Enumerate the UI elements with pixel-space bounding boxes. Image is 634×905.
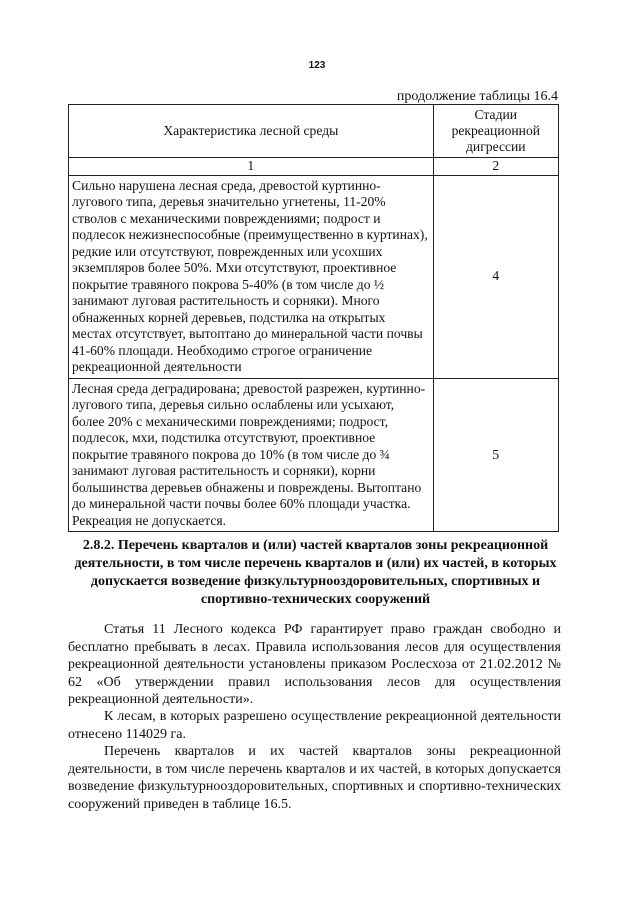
table-continuation-label: продолжение таблицы 16.4 — [396, 89, 558, 104]
table-row — [69, 378, 559, 532]
row-description: Лесная среда деградирована; древостой разрежен, куртинно-лугового типа, деревья сильно ослаблены или усыхают, более 20% с механическими повреждениями; подрост, подлесок, мхи, подстилка отсутствуют, проективное покрытие травяного покрова до 10% (в том числе до ¾ занимают луговая растительность и сорняки), корни большинства деревьев обнажены и повреждены. Вытоптано до минеральной части почвы более 60% площади участка. Рекреация не допускается. — [69, 378, 434, 532]
column-number-row — [69, 158, 559, 176]
table-row — [69, 175, 559, 378]
row-description: Сильно нарушена лесная среда, древостой куртинно-лугового типа, деревья значительно угнетены, 11-20% стволов с механическими повреждениями; подрост и подлесок нежизнеспособные (преимущественно в куртинах), редкие или отсутствуют, поврежденных или усохших экземпляров более 50%. Мхи отсутствуют, проективное покрытие травяного покрова 5-40% (в том числе до ½ занимают луговая растительность и сорняки). Много обнаженных корней деревьев, подстилка на открытых местах отсутствует, вытоптано до минеральной части почвы 41-60% площади. Необходимо строгое ограничение рекреационной деятельности — [69, 175, 434, 378]
header-stage: Стадии рекреационной дигрессии — [433, 105, 558, 158]
section-title: 2.8.2. Перечень кварталов и (или) частей кварталов зоны рекреационной деятельности, в том числе перечень кварталов и (или) их частей, в которых допускается возведение физкультурнооздоровительных, спортивных и спортивно-технических сооружений — [74, 538, 557, 607]
row-stage: 5 — [433, 378, 558, 532]
row-stage: 4 — [433, 175, 558, 378]
table-header-row — [69, 105, 559, 158]
column-number: 2 — [433, 158, 558, 176]
paragraph: Перечень кварталов и их частей кварталов зоны рекреационной деятельности, в том числе перечень кварталов и их частей, в которых допускается возведение физкультурнооздоровительных, спортивных и спортивно-технических сооружений приведен в таблице 16.5. — [68, 744, 561, 812]
page-number: 123 — [308, 60, 326, 71]
column-number: 1 — [69, 158, 434, 176]
paragraph: Статья 11 Лесного кодекса РФ гарантирует право граждан свободно и бесплатно пребывать в лесах. Правила использования лесов для осуществления рекреационной деятельности установлены приказом Рослесхоза от 21.02.2012 № 62 «Об утверждении правил использования лесов для осуществления рекреационной деятельности». — [68, 622, 561, 707]
paragraph: К лесам, в которых разрешено осуществление рекреационной деятельности отнесено 114029 га. — [68, 709, 561, 742]
header-characteristic: Характеристика лесной среды — [69, 105, 434, 158]
forest-environment-table — [68, 104, 559, 532]
